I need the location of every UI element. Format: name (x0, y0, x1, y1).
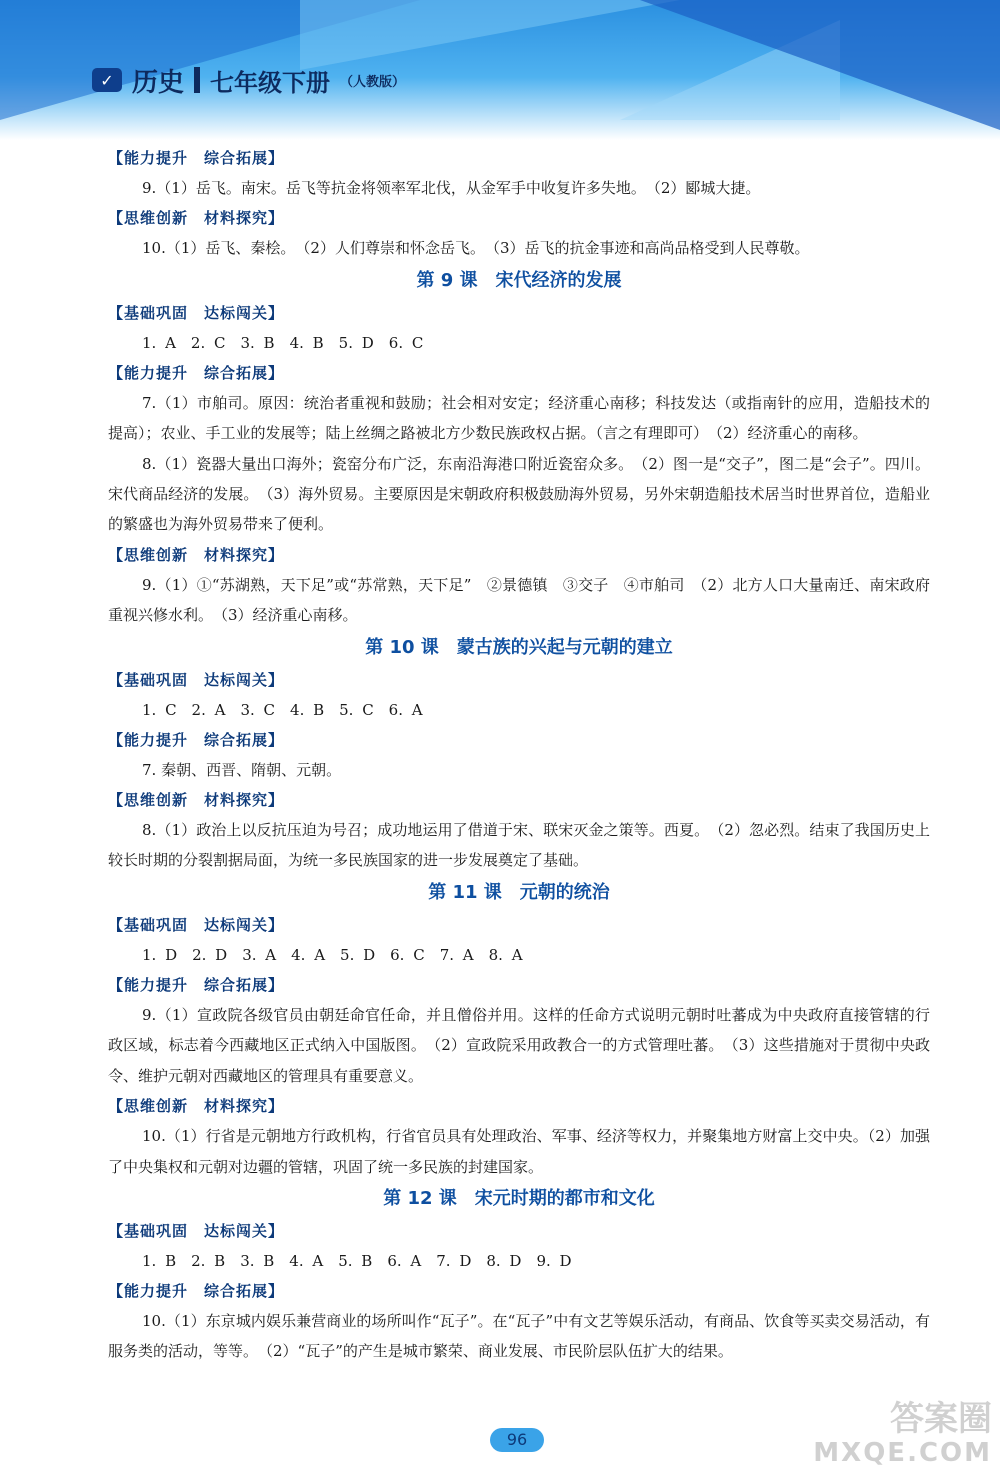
header-divider (194, 67, 200, 93)
section-tag: 【能力提升 综合拓展】 (108, 149, 285, 167)
section-tag: 【基础巩固 达标闯关】 (108, 670, 285, 689)
section-tag: 【思维创新 材料探究】 (108, 545, 285, 564)
section-tag: 【能力提升 综合拓展】 (108, 363, 285, 382)
answer-paragraph: 10.（1）岳飞、秦桧。 （2）人们尊崇和怀念岳飞。 （3）岳飞的抗金事迹和高尚品格受到人民尊敬。 (142, 239, 810, 258)
watermark-url: MXQE.COM (813, 1438, 992, 1468)
answer-paragraph: 10.（1）东京城内娱乐兼营商业的场所叫作“瓦子”。在“瓦子”中有文艺等娱乐活动，有商品、饮食等买卖交易活动，有服务类的活动，等等。 （2）“瓦子”的产生是城市繁荣、商业发展、市民阶层队伍扩大的结果。 (108, 1311, 930, 1361)
answer-paragraph: 8.（1）政治上以反抗压迫为号召；成功地运用了借道于宋、联宋灭金之策等。西夏。 （2）忽必烈。结束了我国历史上较长时期的分裂割据局面，为统一多民族国家的进一步发展奠定了基础。 (108, 821, 930, 870)
section-tag: 【基础巩固 达标闯关】 (108, 303, 285, 322)
section-tag: 【基础巩固 达标闯关】 (108, 1221, 285, 1240)
answer-choices: 1. A 2. C 3. B 4. B 5. D 6. C (142, 333, 424, 352)
leaf-logo-icon: ✓ (92, 68, 122, 92)
answer-content (108, 143, 930, 1367)
answer-choices: 1. D 2. D 3. A 4. A 5. D 6. C 7. A 8. A (142, 945, 523, 964)
grade-title: 七年级下册 (210, 68, 331, 97)
answer-paragraph: 9.（1）宣政院各级官员由朝廷命官任命，并且僧俗并用。这样的任命方式说明元朝时吐蕃成为中央政府直接管辖的行政区域，标志着今西藏地区正式纳入中国版图。 （2）宣政院采用政教合一的方式管理吐蕃。 （3）这些措施对于贯彻中央政令、维护元朝对西藏地区的管理具有重要意义。 (108, 1005, 930, 1085)
answer-choices: 1. C 2. A 3. C 4. B 5. C 6. A (142, 700, 423, 719)
answer-choices: 1. B 2. B 3. B 4. A 5. B 6. A 7. D 8. D 9. D (142, 1251, 572, 1270)
section-tag: 【思维创新 材料探究】 (108, 209, 285, 228)
section-tag: 【能力提升 综合拓展】 (108, 730, 285, 749)
answer-paragraph: 7.（1）市舶司。原因：统治者重视和鼓励；社会相对安定；经济重心南移；科技发达（或指南针的应用，造船技术的提高）；农业、手工业的发展等；陆上丝绸之路被北方少数民族政权占据。（言之有理即可） （2）经济重心的南移。 (108, 393, 930, 443)
section-tag: 【能力提升 综合拓展】 (108, 975, 285, 994)
lesson-title: 第 12 课 宋元时期的都市和文化 (383, 1187, 655, 1209)
answer-paragraph: 9.（1）①“苏湖熟，天下足”或“苏常熟，天下足” ②景德镇 ③交子 ④市舶司 （2）北方人口大量南迁、南宋政府重视兴修水利。 （3）经济重心南移。 (108, 575, 930, 625)
lesson-title: 第 11 课 元朝的统治 (428, 881, 610, 903)
section-tag: 【思维创新 材料探究】 (108, 1097, 285, 1116)
section-tag: 【基础巩固 达标闯关】 (108, 915, 285, 934)
watermark-text: 答案圈 (890, 1399, 992, 1439)
watermark (792, 1400, 992, 1472)
lesson-title: 第 10 课 蒙古族的兴起与元朝的建立 (365, 636, 673, 658)
lesson-title: 第 9 课 宋代经济的发展 (416, 269, 622, 291)
page-number: 96 (490, 1428, 544, 1452)
section-tag: 【能力提升 综合拓展】 (108, 1281, 285, 1300)
section-tag: 【思维创新 材料探究】 (108, 791, 285, 810)
edition-label: （人教版） (340, 74, 406, 90)
banner-shape (640, 0, 1000, 130)
answer-paragraph: 8.（1）瓷器大量出口海外；瓷窑分布广泛，东南沿海港口附近瓷窑众多。 （2）图一是“交子”，图二是“会子”。四川。宋代商品经济的发展。 （3）海外贸易。主要原因是宋朝政府积极鼓励海外贸易，另外宋朝造船技术居当时世界首位，造船业的繁盛也为海外贸易带来了便利。 (108, 454, 930, 534)
subject-title: 历史 (132, 67, 185, 98)
answer-paragraph: 7. 秦朝、西晋、隋朝、元朝。 (142, 760, 342, 779)
answer-paragraph: 9.（1）岳飞。南宋。岳飞等抗金将领率军北伐，从金军手中收复许多失地。 （2）郾城大捷。 (142, 179, 761, 197)
book-header (92, 60, 405, 100)
answer-paragraph: 10.（1）行省是元朝地方行政机构，行省官员具有处理政治、军事、经济等权力，并聚集地方财富上交中央。（2）加强了中央集权和元朝对边疆的管辖，巩固了统一多民族的封建国家。 (108, 1127, 930, 1176)
